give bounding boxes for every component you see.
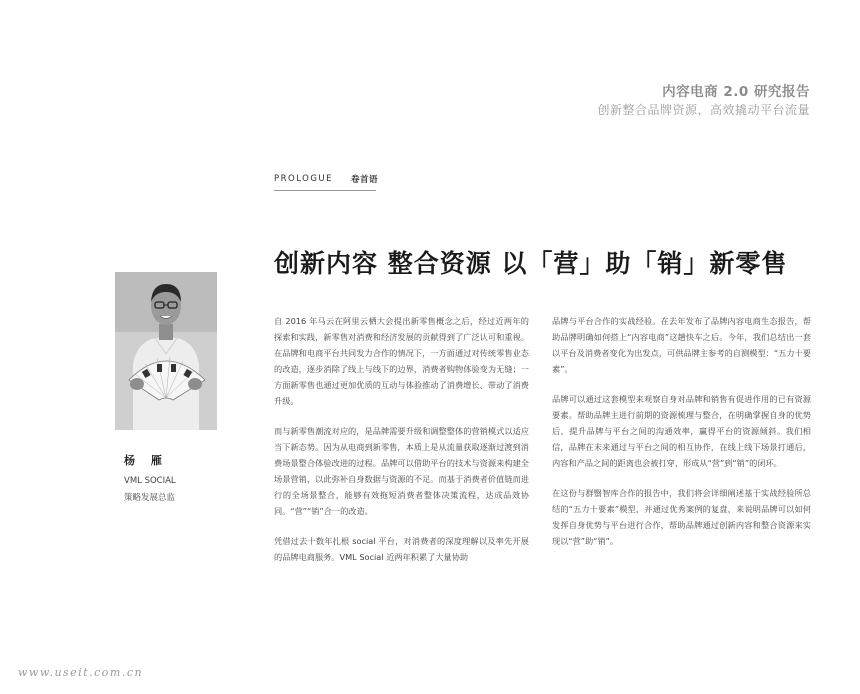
report-subtitle: 创新整合品牌资源，高效撬动平台流量 (597, 103, 810, 117)
section-divider (274, 190, 376, 191)
section-label-en: PROLOGUE (274, 174, 334, 184)
paragraph: 而与新零售潮流对应的，是品牌需要升级和调整整体的营销模式以适应当下新态势。因为从电商到新零售，本质上是从流量获取逐渐过渡到消费场景整合体验改进的过程。品牌可以借助平台的技术与资源来构建全场景营销，以此弥补自身数据与资源的不足。而基于消费者价值链而进行的全场景整合，能够有效拖短消费者整体决策流程，达成品效协同。“营”“销”合一的改造。 (274, 426, 529, 516)
paragraph: 在这份与群翳智库合作的报告中，我们将会详细阐述基于实战经验所总结的“五力十要素”模型，并通过优秀案例的复盘，来说明品牌可以如何发挥自身优势与平台进行合作，帮助品牌通过创新内容和整合资源来实现以“营”助“销”。 (552, 488, 811, 546)
author-role: 策略发展总监 (124, 493, 176, 503)
author-photo (115, 272, 217, 430)
section-label (274, 173, 378, 185)
author-company: VML SOCIAL (124, 476, 176, 486)
paragraph: 品牌可以通过这套模型来观察自身对品牌和销售有促进作用的已有资源要素。帮助品牌主进行前期的资源梳理与整合，在明确掌握自身的优势后，提升品牌与平台之间的沟通效率，赢得平台的资源倾斜。我们相信，品牌在未来通过与平台之间的相互协作，在线上线下场景打通后，内容和产品之间的距离也会被打穿，形成从“营”到“销”的闭环。 (552, 394, 811, 468)
paragraph: 凭借过去十数年扎根 social 平台，对消费者的深度理解以及率先开展的品牌电商服务。VML Social 近两年积累了大量协助 (274, 536, 529, 562)
section-label-cn: 卷首语 (351, 175, 379, 185)
body-column-left (274, 313, 529, 579)
body-column-right (552, 313, 811, 563)
author-name: 杨 雁 (124, 454, 168, 467)
paragraph: 自 2016 年马云在阿里云栖大会提出新零售概念之后，经过近两年的探索和实践，新零售对消费和经济发展的贡献得到了广泛认可和重视。在品牌和电商平台共同发力合作的情况下，一方面通过对传统零售业态的改造，逐步消除了线上与线下的边界，消费者购物体验变为无缝；一方面新零售也通过更加优质的互动与体验推动了消费增长、带动了消费升级。 (274, 316, 529, 406)
watermark: www.useit.com.cn (18, 666, 144, 679)
paragraph: 品牌与平台合作的实战经验。在去年发布了品牌内容电商生态报告，帮助品牌明确如何搭上“内容电商”这趟快车之后。今年，我们总结出一套以平台及消费者变化为出发点，可供品牌主参考的自测模型：“五力十要素”。 (552, 316, 811, 374)
report-title: 内容电商 2.0 研究报告 (662, 84, 810, 100)
page-title: 创新内容 整合资源 以「营」助「销」新零售 (274, 249, 788, 278)
